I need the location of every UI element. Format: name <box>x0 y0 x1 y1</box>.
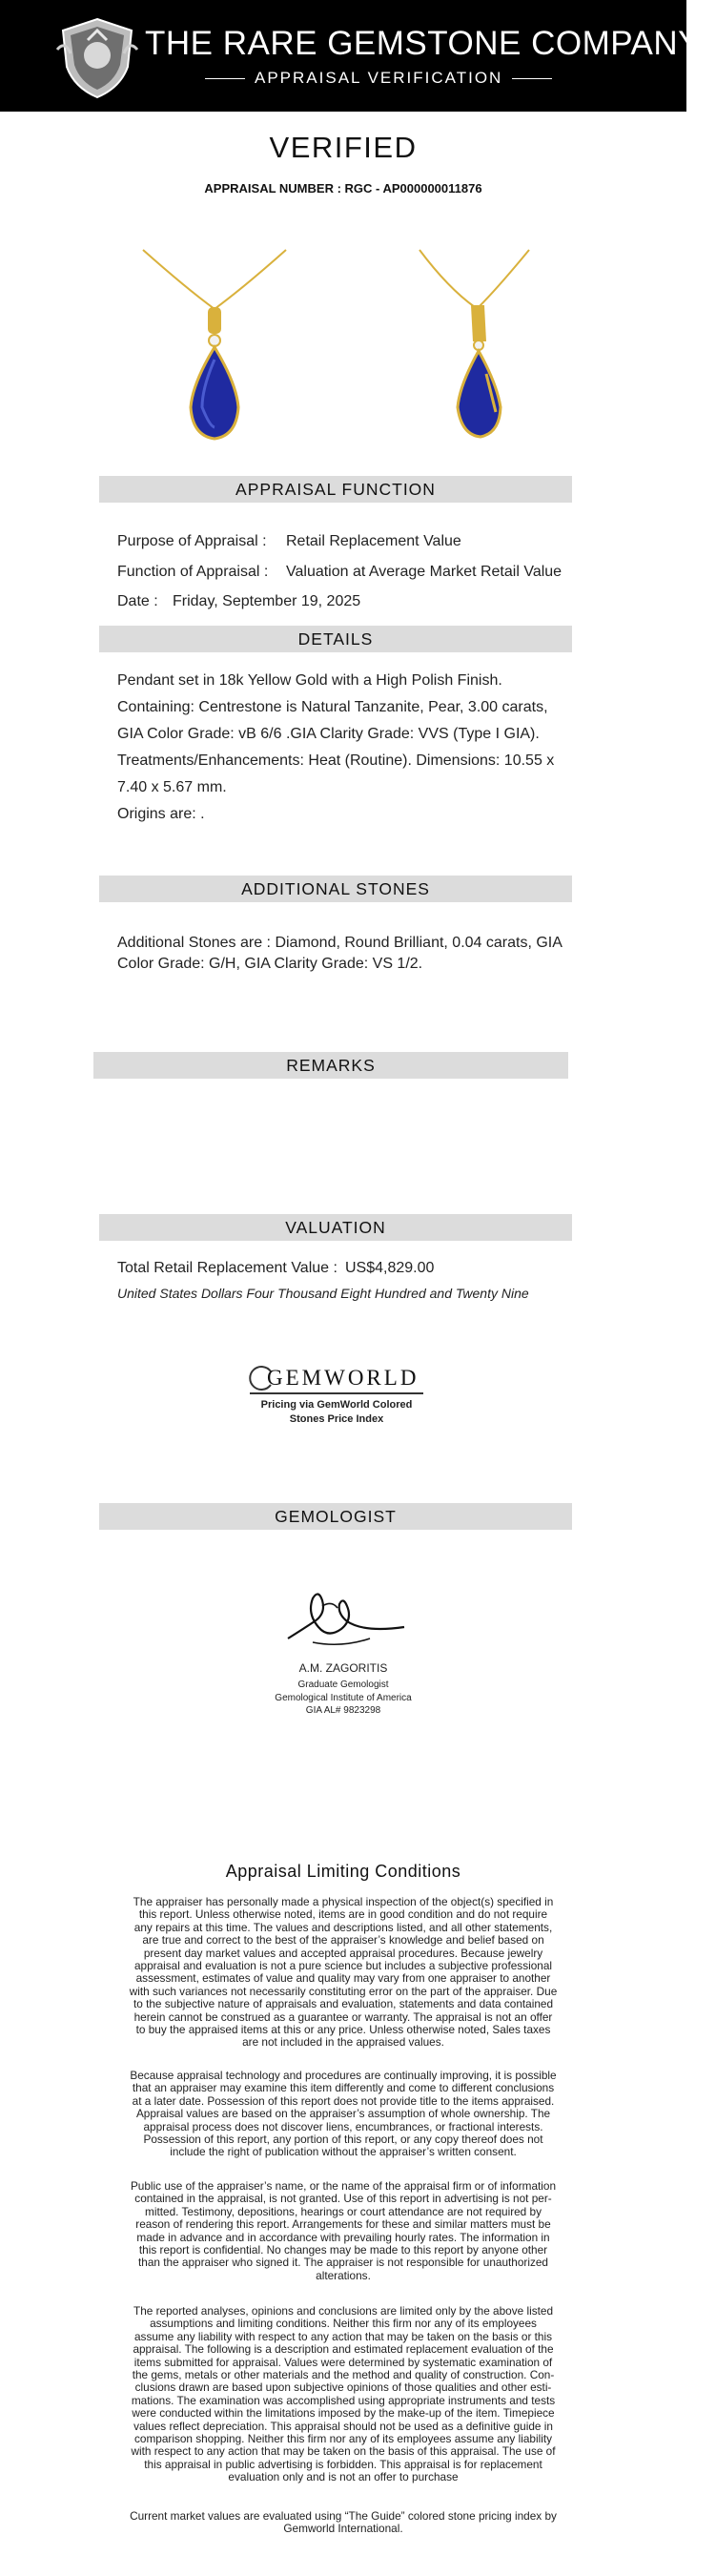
limiting-paragraph-1 <box>55 1896 631 2050</box>
total-words: United States Dollars Four Thousand Eight Hundred and Twenty Nine <box>117 1286 529 1301</box>
credential-line: Graduate Gemologist <box>297 1680 389 1690</box>
details-line: Pendant set in 18k Yellow Gold with a High Polish Finish. <box>117 672 502 689</box>
company-name-text: THE RARE GEMSTONE COMPANY <box>145 25 701 62</box>
credential-line: Gemological Institute of America <box>275 1692 412 1703</box>
limiting-line: are not included in the appraised values. <box>242 2035 444 2050</box>
limiting-line: contained in the appraisal, is not granted. Use of this report in advertising is not per- <box>134 2192 552 2206</box>
limiting-paragraph-2 <box>55 2070 631 2159</box>
limiting-line: present day market values and accepted appraisal procedures. Because jewelry <box>143 1946 543 1960</box>
limiting-line: items submitted for appraisal. Values were determined by systematic examination of <box>133 2355 553 2369</box>
additional-text <box>117 933 563 975</box>
details-text <box>117 668 554 828</box>
limiting-line: to the subjective nature of appraisals and evaluation, statements and data contained <box>133 1997 554 2011</box>
limiting-line: than the appraiser who signed it. The appraiser is not responsible for unauthorized <box>138 2256 548 2270</box>
limiting-line: reason of rendering this report. Arrangements for these and similar matters must be <box>135 2217 551 2232</box>
function-value: Valuation at Average Market Retail Value <box>286 564 563 580</box>
limiting-line: Because appraisal technology and procedures are continually improving, it is possible <box>130 2069 557 2082</box>
section-header-function: APPRAISAL FUNCTION <box>99 476 572 503</box>
limiting-line: with such variances not necessarily constituting error on the part of the appraiser. Due <box>129 1984 558 1998</box>
limiting-line: the gems, metals or other materials and the method and quality of construction. Con- <box>132 2368 555 2382</box>
limiting-line: alterations. <box>316 2268 371 2282</box>
date-value: Friday, September 19, 2025 <box>173 593 361 609</box>
limiting-line: with respect to any action that may be taken on the basis of this appraisal. The use of <box>131 2444 556 2459</box>
limiting-line: appraisal and evaluation is not a pure science but includes a subjective professional <box>133 1959 553 1973</box>
limiting-line: this appraisal in public advertising is forbidden. This appraisal is for replacement <box>144 2457 542 2471</box>
limiting-line: this report is confidential. No changes may be made to this report by anyone other <box>138 2243 548 2257</box>
limiting-line: assume any liability with respect to any action that may be taken on the basis or this <box>133 2329 553 2343</box>
limiting-line: are true and correct to the best of the appraiser’s knowledge and belief based on <box>142 1933 544 1947</box>
gemworld-underline <box>250 1392 423 1394</box>
limiting-line: The reported analyses, opinions and conclusions are limited only by the above listed <box>133 2304 554 2318</box>
gemworld-caption-line: Pricing via GemWorld Colored <box>260 1399 413 1411</box>
gemologist-credentials <box>0 1679 686 1718</box>
details-line: Origins are: . <box>117 806 205 822</box>
trademark-symbol: ™ <box>706 28 716 38</box>
header-subtitle <box>195 69 562 88</box>
section-header-valuation: VALUATION <box>99 1214 572 1241</box>
subtitle-rule-right <box>512 78 552 79</box>
limiting-line: clusions drawn are based upon subjective opinions of those qualities and other esti- <box>134 2380 552 2395</box>
limiting-line: evaluation only and is not an offer to purchase <box>228 2470 459 2484</box>
gemworld-wordmark: GEMWORLD <box>267 1366 419 1390</box>
section-header-gemologist: GEMOLOGIST <box>99 1503 572 1530</box>
details-line: 7.40 x 5.67 mm. <box>117 779 227 795</box>
limiting-line: assumptions and limiting conditions. Neither this firm nor any of its employees <box>150 2317 537 2331</box>
limiting-paragraph-5 <box>55 2510 631 2536</box>
limiting-line: to buy the appraised items at this or any price. Unless otherwise noted, Sales taxes <box>135 2023 551 2037</box>
company-name <box>145 25 716 63</box>
limiting-line: made in advance and in accordance with prevailing hourly rates. The information in <box>136 2230 550 2244</box>
verified-status: VERIFIED <box>269 131 418 164</box>
limiting-line: Appraisal values are based on the appraiser’s assumption of whole ownership. The <box>135 2107 551 2121</box>
subtitle-rule-left <box>205 78 245 79</box>
section-header-remarks: REMARKS <box>93 1052 568 1079</box>
limiting-line: Gemworld International. <box>283 2522 403 2536</box>
limiting-line: appraisal process does not discover liens, encumbrances, or fractional interests. <box>143 2119 543 2133</box>
function-label: Function of Appraisal : <box>117 564 269 580</box>
limiting-line: that an appraiser may examine this item differently and come to different conclusions <box>132 2081 555 2095</box>
limiting-line: any repairs at this time. The values and descriptions listed, and all other statements, <box>133 1920 553 1934</box>
limiting-paragraph-3 <box>55 2180 631 2282</box>
limiting-paragraph-4 <box>55 2305 631 2484</box>
section-header-additional: ADDITIONAL STONES <box>99 876 572 902</box>
details-line: Treatments/Enhancements: Heat (Routine). Dimensions: 10.55 x <box>117 752 555 769</box>
signature-mark <box>284 1572 408 1658</box>
limiting-line: appraisal. The following is a description and estimated replacement evaluation of the <box>133 2342 554 2357</box>
gemworld-caption <box>246 1398 427 1427</box>
limiting-line: Current market values are evaluated using “The Guide” colored stone pricing index by <box>130 2509 557 2523</box>
limiting-line: assessment, estimates of value and quality may vary from one appraiser to another <box>135 1971 551 1986</box>
limiting-line: comparison shopping. Neither this firm nor any of its employees assume any liability <box>134 2432 552 2446</box>
pendant-image-side <box>391 250 553 455</box>
details-line: Containing: Centrestone is Natural Tanzanite, Pear, 3.00 carats, <box>117 699 548 715</box>
purpose-value: Retail Replacement Value <box>286 533 461 549</box>
details-line: GIA Color Grade: vB 6/6 .GIA Clarity Grade: VVS (Type I GIA). <box>117 726 540 742</box>
total-label: Total Retail Replacement Value : <box>117 1260 338 1276</box>
limiting-line: values reflect depreciation. This appraisal should not be used as a definitive guide in <box>133 2419 553 2433</box>
limiting-line: this report. Unless otherwise noted, items are in good condition and do not require <box>138 1907 548 1922</box>
limiting-line: mitted. Testimony, depositions, hearings or court attendance are not required by <box>145 2204 542 2218</box>
site-header <box>0 0 716 112</box>
total-value: US$4,829.00 <box>345 1260 435 1276</box>
limiting-line: herein cannot be construed as a guarantee or warranty. The appraisal is not an offer <box>133 2009 553 2024</box>
limiting-line: The appraiser has personally made a physical inspection of the object(s) specified in <box>133 1895 554 1908</box>
credential-line: GIA AL# 9823298 <box>305 1705 381 1716</box>
section-header-details: DETAILS <box>99 626 572 652</box>
limiting-title: Appraisal Limiting Conditions <box>225 1862 461 1881</box>
purpose-label: Purpose of Appraisal : <box>117 533 267 549</box>
limiting-line: mations. The examination was accomplished using appropriate instruments and tests <box>131 2393 556 2407</box>
gemworld-caption-line: Stones Price Index <box>289 1413 384 1425</box>
appraisal-number: APPRAISAL NUMBER : RGC - AP000000011876 <box>204 181 482 196</box>
crest-icon <box>51 11 143 103</box>
limiting-line: Possession of this report, any portion of this report, or any copy thereof does not <box>143 2133 543 2147</box>
gemologist-name: A.M. ZAGORITIS <box>298 1661 388 1675</box>
date-label: Date : <box>117 593 158 609</box>
limiting-line: include the right of publication without the appraiser’s written consent. <box>170 2145 517 2159</box>
additional-line: Color Grade: G/H, GIA Clarity Grade: VS 1/2. <box>117 956 423 972</box>
limiting-line: were conducted within the limitations imposed by the make-up of the item. Timepiece <box>132 2406 555 2421</box>
pendant-image-front <box>133 250 296 455</box>
subtitle-text: APPRAISAL VERIFICATION <box>255 69 503 87</box>
limiting-line: Public use of the appraiser’s name, or the name of the appraisal firm or of information <box>130 2179 557 2193</box>
additional-line: Additional Stones are : Diamond, Round Brilliant, 0.04 carats, GIA <box>117 935 563 951</box>
limiting-line: at a later date. Possession of this report does not provide title to the items appraised. <box>132 2093 555 2108</box>
